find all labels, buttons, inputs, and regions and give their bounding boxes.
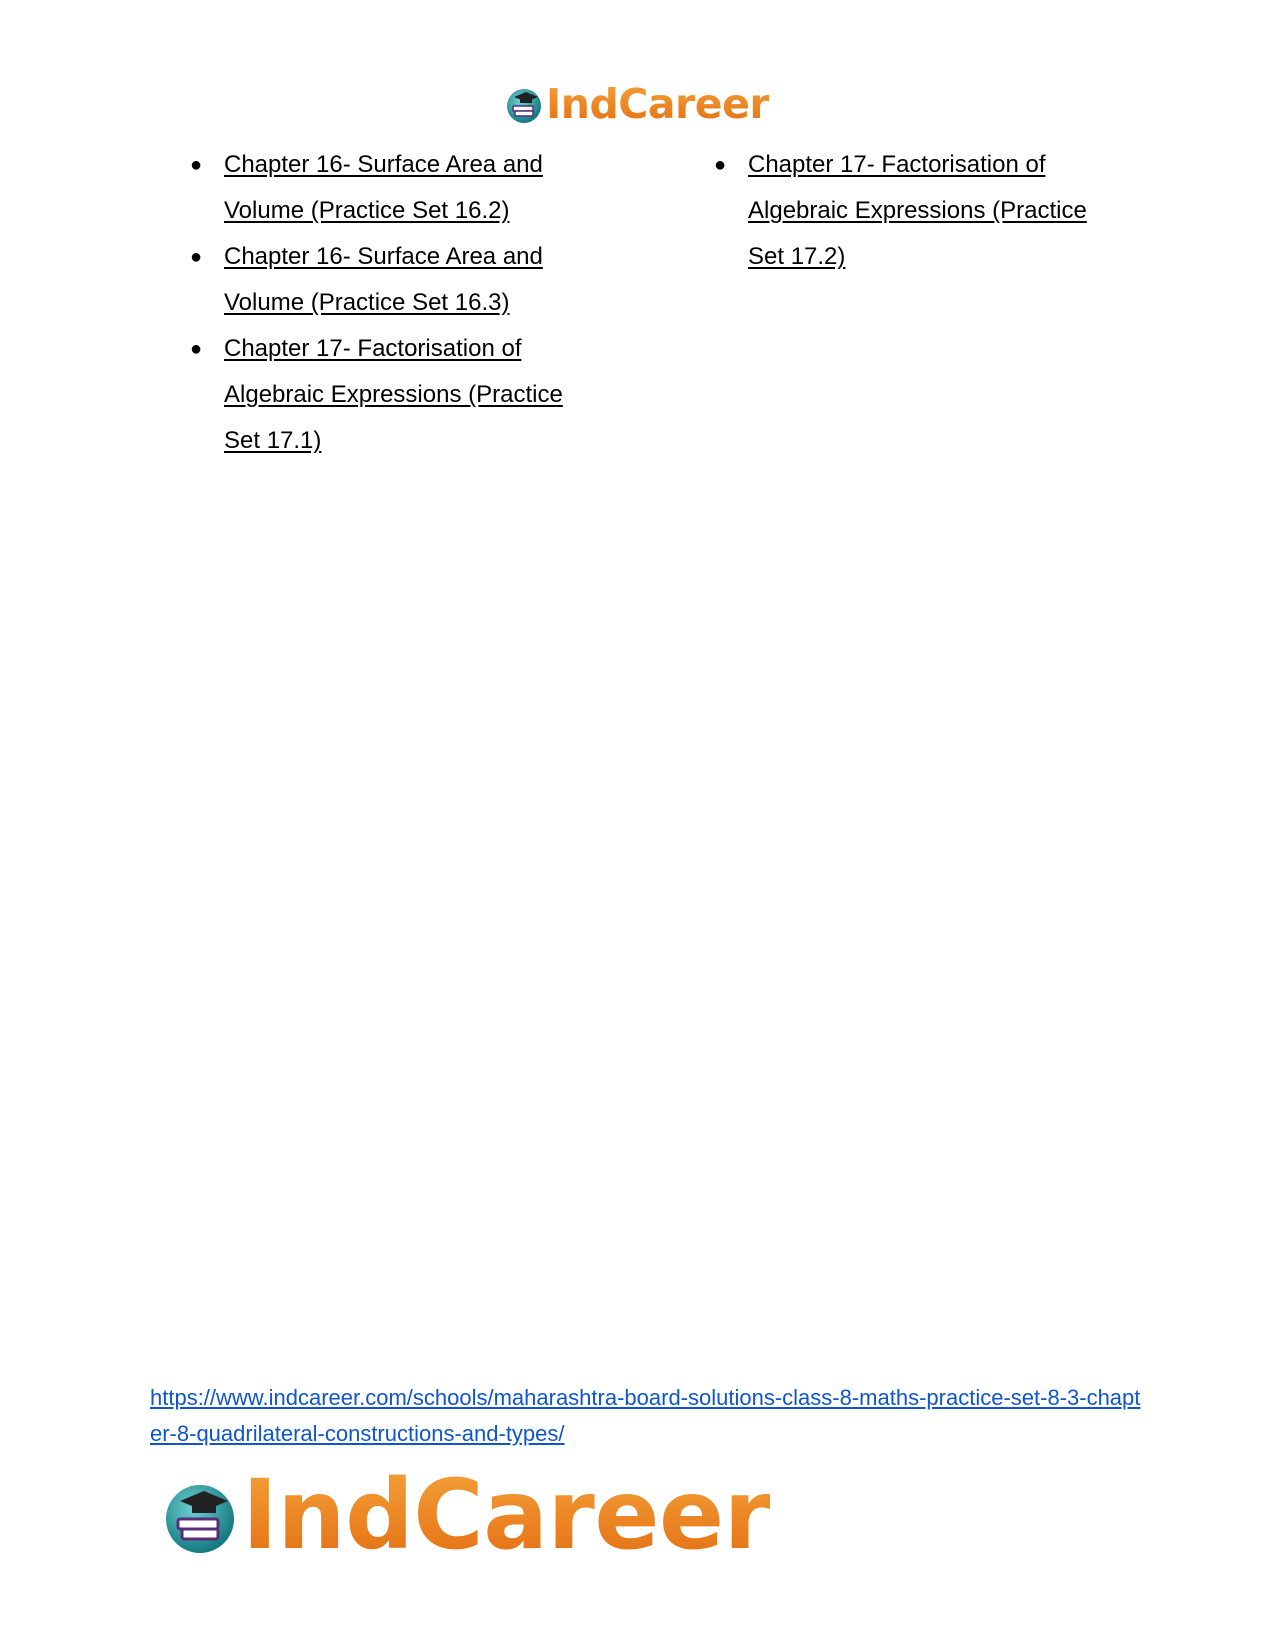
list-item (182, 326, 602, 464)
source-link[interactable]: https://www.indcareer.com/schools/maharashtra-board-solutions-class-8-maths-practice-set-8-3-chapter-8-quadrilateral-constructions-and-types/ (150, 1385, 1141, 1446)
bullet-icon: ● (714, 154, 727, 176)
chapter-link[interactable]: Chapter 16- Surface Area and Volume (Practice Set 16.2) (224, 151, 543, 224)
chapter-list-left (182, 142, 602, 464)
header-logo (504, 80, 769, 128)
chapter-link[interactable]: Chapter 16- Surface Area and Volume (Practice Set 16.3) (224, 243, 543, 316)
list-item (182, 234, 602, 326)
bullet-icon: ● (190, 338, 203, 360)
list-item (706, 142, 1106, 280)
bullet-icon: ● (190, 154, 203, 176)
footer-logo (160, 1459, 771, 1571)
logo-wordmark: IndCareer (546, 80, 770, 128)
bullet-icon: ● (190, 246, 203, 268)
chapter-link[interactable]: Chapter 17- Factorisation of Algebraic Expressions (Practice Set 17.1) (224, 335, 563, 454)
list-item (182, 142, 602, 234)
graduation-cap-globe-icon (160, 1475, 240, 1555)
graduation-cap-globe-icon (504, 84, 544, 124)
chapter-link[interactable]: Chapter 17- Factorisation of Algebraic Expressions (Practice Set 17.2) (748, 151, 1087, 270)
chapter-list-right (706, 142, 1106, 280)
footer-url (150, 1380, 1150, 1452)
logo-wordmark: IndCareer (242, 1459, 771, 1571)
